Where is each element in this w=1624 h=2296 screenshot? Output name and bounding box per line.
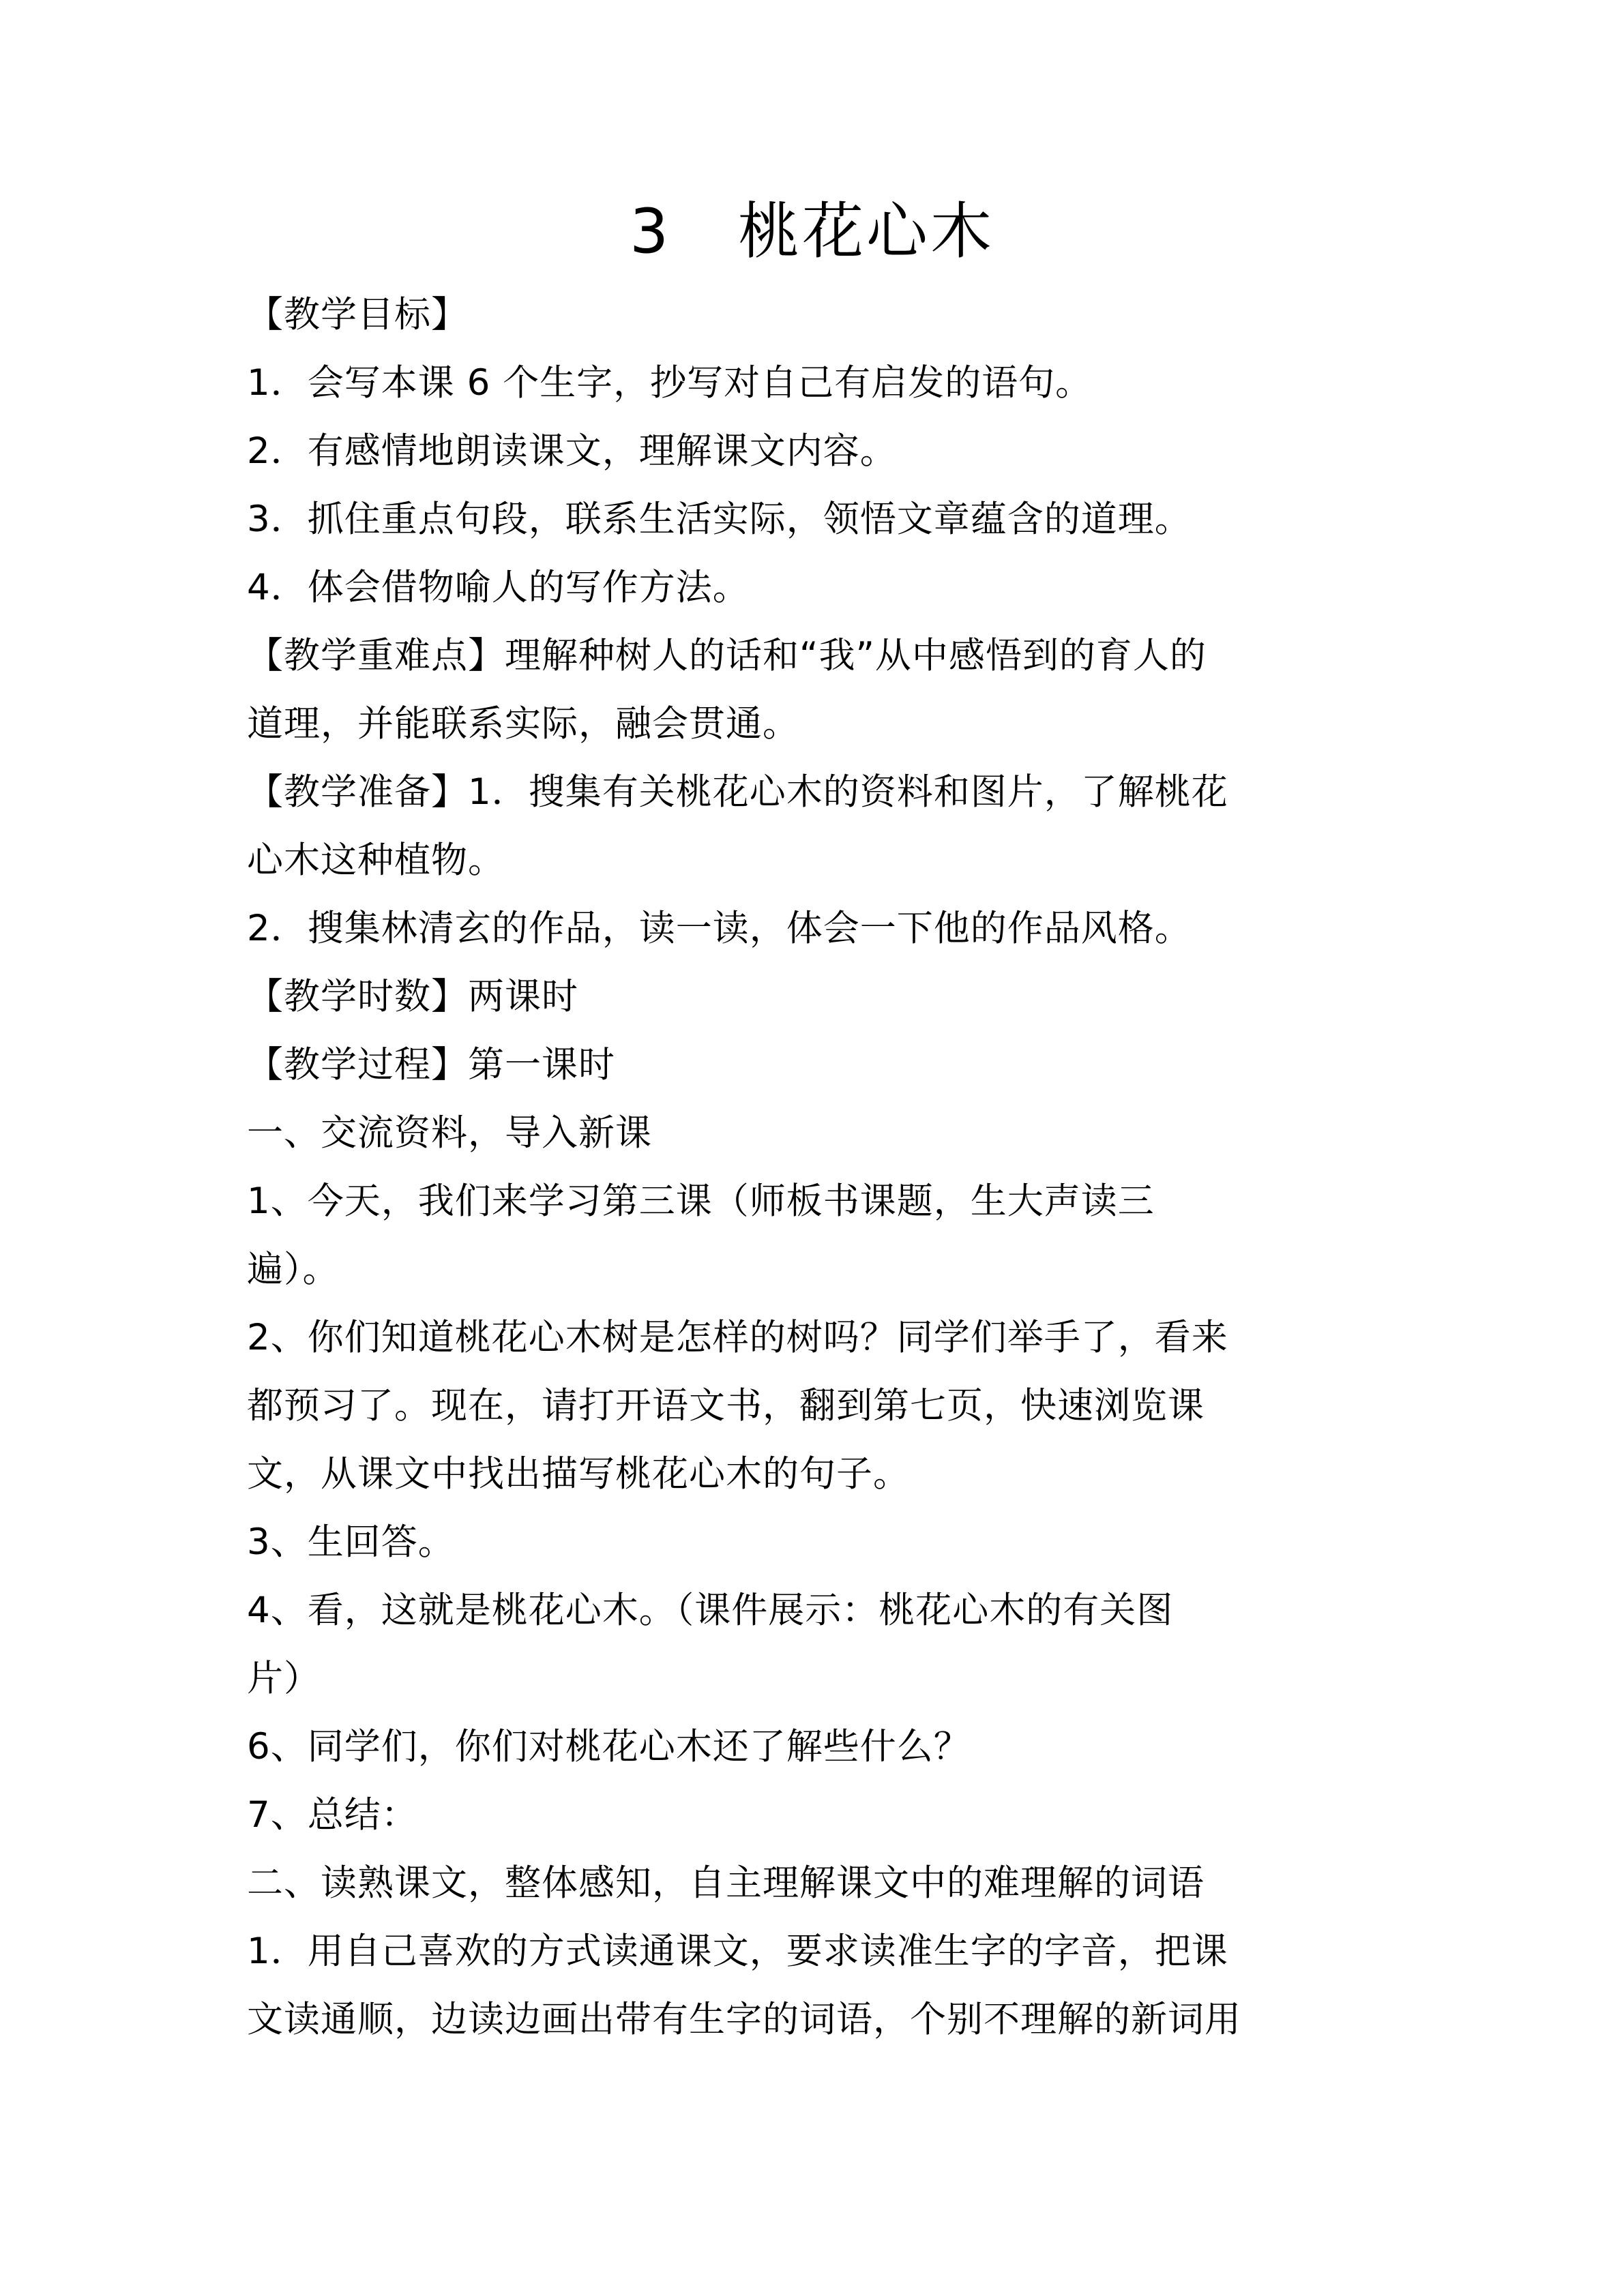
step-one-item-7: 7、总结： — [247, 1794, 418, 1836]
step-one-item-2-line-3: 文，从课文中找出描写桃花心木的句子。 — [247, 1453, 910, 1495]
step-one-item-1-line-1: 1、今天，我们来学习第三课（师板书课题，生大声读三 — [247, 1180, 1155, 1222]
step-one-item-4-line-2: 片） — [247, 1658, 321, 1699]
objective-item-4: 4．体会借物喻人的写作方法。 — [247, 567, 750, 608]
step-one-item-3: 3、生回答。 — [247, 1521, 455, 1563]
step-two-item-1-line-2: 文读通顺，边读边画出带有生字的词语，个别不理解的新词用 — [247, 1999, 1241, 2040]
objective-item-2: 2．有感情地朗读课文，理解课文内容。 — [247, 430, 897, 472]
step-one-heading: 一、交流资料，导入新课 — [247, 1112, 652, 1154]
step-one-item-4-line-1: 4、看，这就是桃花心木。（课件展示：桃花心木的有关图 — [247, 1590, 1174, 1631]
objective-item-3: 3．抓住重点句段，联系生活实际，领悟文章蕴含的道理。 — [247, 498, 1192, 540]
step-one-item-2-line-2: 都预习了。现在，请打开语文书，翻到第七页，快速浏览课 — [247, 1385, 1205, 1427]
step-one-item-6: 6、同学们，你们对桃花心木还了解些什么？ — [247, 1726, 971, 1768]
objective-item-1: 1．会写本课 6 个生字，抄写对自己有启发的语句。 — [247, 362, 1093, 404]
class-hours-line: 【教学时数】两课时 — [247, 976, 578, 1017]
step-two-item-1-line-1: 1．用自己喜欢的方式读通课文，要求读准生字的字音，把课 — [247, 1930, 1228, 1972]
step-one-item-2-line-1: 2、你们知道桃花心木树是怎样的树吗？同学们举手了，看来 — [247, 1317, 1228, 1358]
step-two-heading: 二、读熟课文，整体感知，自主理解课文中的难理解的词语 — [247, 1862, 1205, 1904]
preparation-item-2: 2．搜集林清玄的作品，读一读，体会一下他的作品风格。 — [247, 908, 1192, 949]
section-heading-objectives: 【教学目标】 — [247, 294, 468, 336]
process-heading-line: 【教学过程】第一课时 — [247, 1044, 615, 1086]
step-one-item-1-line-2: 遍）。 — [247, 1249, 340, 1290]
document-body — [247, 281, 1379, 2054]
key-points-line-2: 道理，并能联系实际，融会贯通。 — [247, 703, 799, 745]
preparation-line-2: 心木这种植物。 — [247, 839, 505, 881]
key-points-line-1: 【教学重难点】理解种树人的话和“我”从中感悟到的育人的 — [247, 635, 1207, 676]
document-title: 3 桃花心木 — [629, 196, 995, 267]
preparation-line-1: 【教学准备】1．搜集有关桃花心木的资料和图片，了解桃花 — [247, 771, 1228, 813]
